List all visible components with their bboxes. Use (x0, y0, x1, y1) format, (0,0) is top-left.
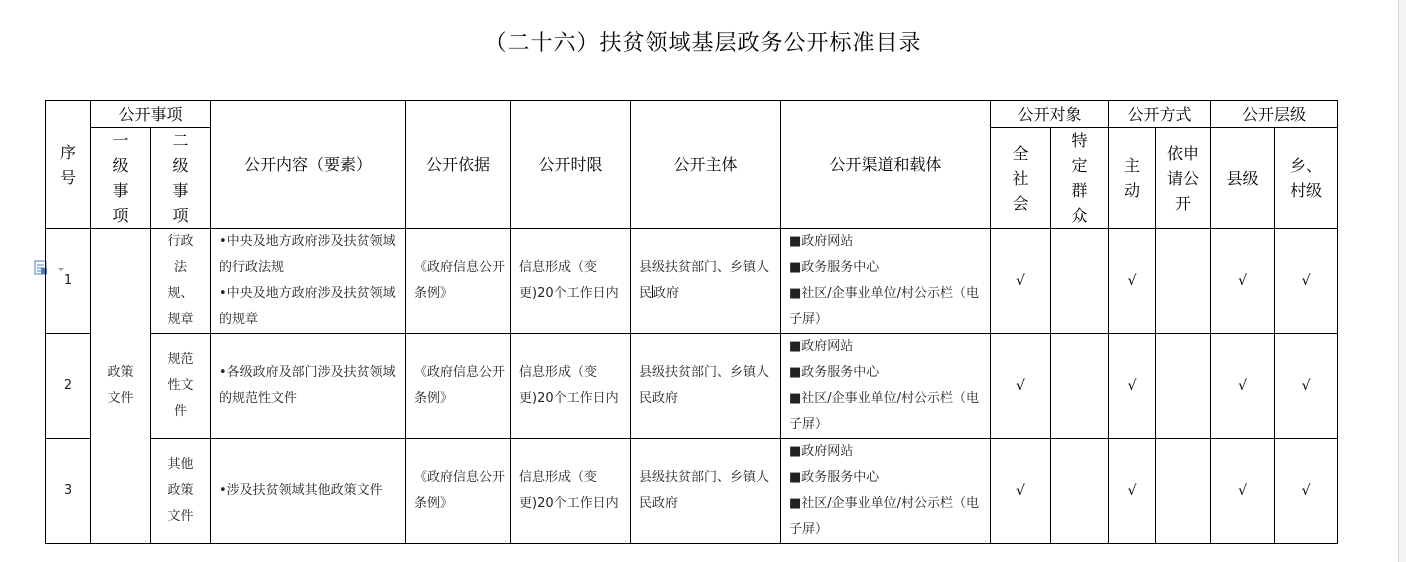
content-line: •中央及地方政府涉及扶贫领域的规章 (219, 286, 396, 327)
row-time-limit: 信息形成（变更)20个工作日内 (511, 439, 631, 544)
header-seq (46, 101, 91, 229)
header-time-limit: 公开时限 (511, 101, 631, 229)
page-title: （二十六）扶贫领域基层政务公开标准目录 (484, 31, 922, 56)
header-method-apply: 依申请公开 (1156, 128, 1211, 229)
channel-item: ■社区/企事业单位/村公示栏（电子屏） (789, 496, 980, 537)
row-level2: 规范性文件 (151, 334, 211, 439)
header-channel: 公开渠道和载体 (781, 101, 991, 229)
row-basis: 《政府信息公开条例》 (406, 439, 511, 544)
channel-item: ■社区/企事业单位/村公示栏（电子屏） (789, 391, 980, 432)
row-seq: 1 (46, 229, 91, 334)
channel-item: ■政府网站 (789, 444, 854, 459)
header-basis: 公开依据 (406, 101, 511, 229)
row-level1: 政策文件 (91, 229, 151, 544)
check-level-town: √ (1275, 439, 1338, 544)
header-target-group: 公开对象 (991, 101, 1109, 128)
row-subject: 县级扶贫部门、乡镇人民政府 (631, 439, 781, 544)
row-content (211, 229, 406, 334)
row-seq: 3 (46, 439, 91, 544)
row-level2: 行政法规、规章 (151, 229, 211, 334)
cell-method-apply (1156, 229, 1211, 334)
subject-text-end: 政府 (653, 286, 680, 301)
cell-target-specific (1051, 334, 1109, 439)
cell-target-specific (1051, 229, 1109, 334)
check-target-all: √ (991, 229, 1051, 334)
row-channel (781, 334, 991, 439)
header-level-group: 公开层级 (1211, 101, 1338, 128)
row-time-limit: 信息形成（变更)20个工作日内 (511, 229, 631, 334)
check-method-active: √ (1109, 229, 1156, 334)
check-level-county: √ (1211, 439, 1275, 544)
content-line: •中央及地方政府涉及扶贫领域的行政法规 (219, 234, 396, 275)
row-subject: 县级扶贫部门、乡镇人民政府 (631, 334, 781, 439)
check-target-all: √ (991, 334, 1051, 439)
row-channel (781, 229, 991, 334)
check-method-active: √ (1109, 439, 1156, 544)
row-channel (781, 439, 991, 544)
header-level2: 二级事项 (151, 128, 211, 229)
header-content: 公开内容（要素） (211, 101, 406, 229)
row-time-limit: 信息形成（变更)20个工作日内 (511, 334, 631, 439)
content-line: •涉及扶贫领域其他政策文件 (219, 483, 383, 498)
cell-target-specific (1051, 439, 1109, 544)
cell-method-apply (1156, 439, 1211, 544)
header-matter-group: 公开事项 (91, 101, 211, 128)
table-row (46, 229, 1338, 334)
cell-method-apply (1156, 334, 1211, 439)
row-basis: 《政府信息公开条例》 (406, 229, 511, 334)
header-seq-text: 序号 (59, 142, 76, 187)
header-method-active: 主动 (1109, 128, 1156, 229)
row-content (211, 334, 406, 439)
check-level-town: √ (1275, 229, 1338, 334)
catalog-table (45, 100, 1338, 544)
row-subject (631, 229, 781, 334)
channel-item: ■政务服务中心 (789, 365, 880, 380)
channel-item: ■社区/企事业单位/村公示栏（电子屏） (789, 286, 980, 327)
row-level2: 其他政策文件 (151, 439, 211, 544)
table-row (46, 334, 1338, 439)
channel-item: ■政府网站 (789, 339, 854, 354)
check-level-county: √ (1211, 334, 1275, 439)
header-target-specific: 特定群众 (1051, 128, 1109, 229)
row-seq: 2 (46, 334, 91, 439)
header-level-county: 县级 (1211, 128, 1275, 229)
header-level1: 一级事项 (91, 128, 151, 229)
header-row-1 (46, 101, 1338, 128)
table-row (46, 439, 1338, 544)
check-level-town: √ (1275, 334, 1338, 439)
check-target-all: √ (991, 439, 1051, 544)
header-method-group: 公开方式 (1109, 101, 1211, 128)
content-line: •各级政府及部门涉及扶贫领域的规范性文件 (219, 365, 396, 406)
channel-item: ■政务服务中心 (789, 260, 880, 275)
header-subject: 公开主体 (631, 101, 781, 229)
header-level-town: 乡、村级 (1275, 128, 1338, 229)
window-right-edge (1398, 0, 1406, 562)
check-method-active: √ (1109, 334, 1156, 439)
check-level-county: √ (1211, 229, 1275, 334)
row-content (211, 439, 406, 544)
header-target-all: 全社会 (991, 128, 1051, 229)
channel-item: ■政府网站 (789, 234, 854, 249)
subject-text: 县级扶贫部门、乡镇人民 (639, 260, 770, 301)
channel-item: ■政务服务中心 (789, 470, 880, 485)
row-basis: 《政府信息公开条例》 (406, 334, 511, 439)
